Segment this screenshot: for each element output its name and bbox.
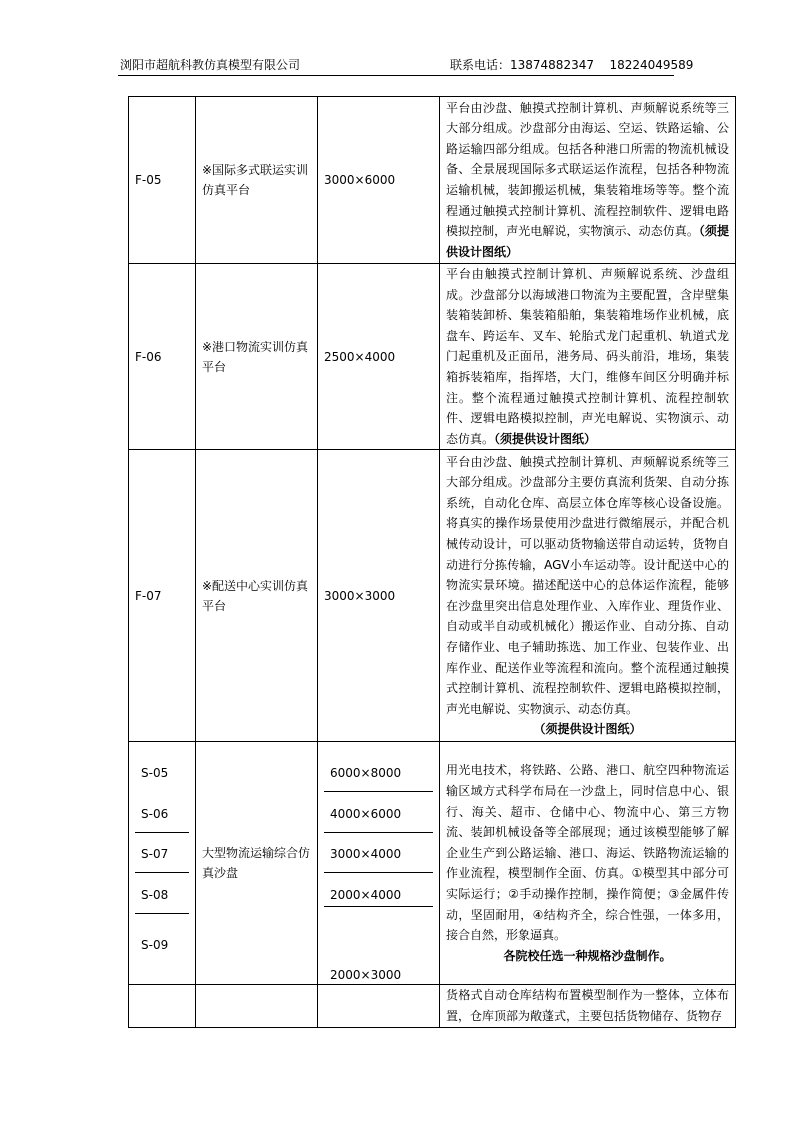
product-code: S-06	[141, 807, 169, 822]
product-spec-table	[128, 96, 736, 1028]
product-size: 3000×3000	[318, 450, 440, 742]
product-size: 4000×6000	[330, 807, 402, 822]
table-row	[129, 985, 736, 1027]
product-description	[440, 742, 736, 985]
table-row	[129, 742, 736, 985]
product-name: ※配送中心实训仿真平台	[196, 450, 318, 742]
product-name	[196, 985, 318, 1027]
page-header	[118, 55, 694, 76]
product-code: S-08	[141, 888, 169, 903]
row-divider	[324, 832, 433, 833]
phone-primary: 联系电话：13874882347	[450, 58, 594, 72]
description-text: 平台由沙盘、触摸式控制计算机、声频解说系统等三大部分组成。沙盘部分主要仿真流利货架、自动分拣系统，自动化仓库、高层立体仓库等核心设备设施。将真实的操作场景使用沙盘进行微缩展示，并配合机械传动设计，可以驱动货物输送带自动运转，货物自动进行分拣传输，AGV小车运动等。设计配送中心的物流实景环境。描述配送中心的总体运作流程，能够在沙盘里突出信息处理作业、入库作业、理货作业、自动或半自动或机械化）搬运作业、自动分拣、自动存储作业、电子辅助拣选、加工作业、包装作业、出库作业、配送作业等流程和流向。整个流程通过触摸式控制计算机、流程控制软件、逻辑电路模拟控制，声光电解说、实物演示、动态仿真。	[446, 454, 729, 716]
product-size: 3000×6000	[318, 97, 440, 264]
product-code: F-07	[129, 450, 196, 742]
row-divider	[324, 906, 433, 907]
product-code: F-05	[129, 97, 196, 264]
description-text: 用光电技术，将铁路、公路、港口、航空四种物流运输区域方式科学布局在一沙盘上，同时信息中心、银行、海关、超市、仓储中心、物流中心、第三方物流、装卸机械设备等全部展现；通过该模型能够了解企业生产到公路运输、港口、海运、铁路物流运输的作业流程，模型制作全面、仿真。①模型其中部分可实际运行；②手动操作控制，操作简便；③金属件传动，坚固耐用，④结构齐全，综合性强，一体多用，接合自然，形象逼真。	[446, 763, 729, 943]
product-description	[440, 97, 736, 264]
design-note: （须提供设计图纸）	[533, 722, 642, 737]
description-text: 平台由沙盘、触摸式控制计算机、声频解说系统等三大部分组成。沙盘部分由海运、空运、铁路运输、公路运输四部分组成。包括各种港口所需的物流机械设备、全景展现国际多式联运运作流程，包括各种物流运输机械，装卸搬运机械，集装箱堆场等等。整个流程通过触摸式控制计算机、流程控制软件、逻辑电路模拟控制，声光电解说，实物演示、动态仿真。	[446, 100, 729, 239]
product-name: ※国际多式联运实训仿真平台	[196, 97, 318, 264]
table-row	[129, 264, 736, 450]
product-code-group	[129, 742, 196, 985]
row-divider	[135, 872, 189, 873]
description-text: 平台由触摸式控制计算机、声频解说系统、沙盘组成。沙盘部分以海域港口物流为主要配置，含岸壁集装箱装卸桥、集装箱船舶，集装箱堆场作业机械，底盘车、跨运车、叉车、轮胎式龙门起重机、轨道式龙门起重机及正面吊，港务局、码头前沿，堆场，集装箱拆装箱库，指挥塔，大门，维修车间区分明确并标注。整个流程通过触摸式控制计算机、流程控制软件、逻辑电路模拟控制，声光电解说、实物演示、动态仿真。	[446, 267, 729, 446]
product-size-group	[318, 742, 440, 985]
product-description	[440, 264, 736, 450]
selection-note: 各院校任选一种规格沙盘制作。	[503, 948, 672, 963]
product-code: S-07	[141, 847, 169, 862]
contact-phone	[450, 55, 697, 75]
product-size: 2000×3000	[330, 968, 402, 983]
product-size: 3000×4000	[330, 847, 402, 862]
row-divider	[135, 913, 189, 914]
product-code: S-09	[141, 938, 169, 953]
product-size	[318, 985, 440, 1027]
product-code: F-06	[129, 264, 196, 450]
table-row	[129, 97, 736, 264]
product-description	[440, 450, 736, 742]
product-code: S-05	[141, 766, 169, 781]
design-note: （须提供设计图纸）	[446, 224, 729, 259]
design-note: （须提供设计图纸）	[494, 431, 597, 446]
product-code	[129, 985, 196, 1027]
product-size: 2500×4000	[318, 264, 440, 450]
product-size: 2000×4000	[330, 888, 402, 903]
product-size: 6000×8000	[330, 766, 402, 781]
product-description: 货格式自动仓库结构布置模型制作为一整体，立体布置，仓库顶部为敞蓬式，主要包括货物储存、货物存	[440, 985, 736, 1027]
row-divider	[324, 791, 433, 792]
product-name: 大型物流运输综合仿真沙盘	[196, 742, 318, 985]
company-name: 浏阳市超航科教仿真模型有限公司	[120, 58, 301, 72]
table-row	[129, 450, 736, 742]
phone-secondary: 18224049589	[609, 58, 694, 72]
row-divider	[135, 832, 189, 833]
row-divider	[324, 872, 433, 873]
product-name: ※港口物流实训仿真平台	[196, 264, 318, 450]
